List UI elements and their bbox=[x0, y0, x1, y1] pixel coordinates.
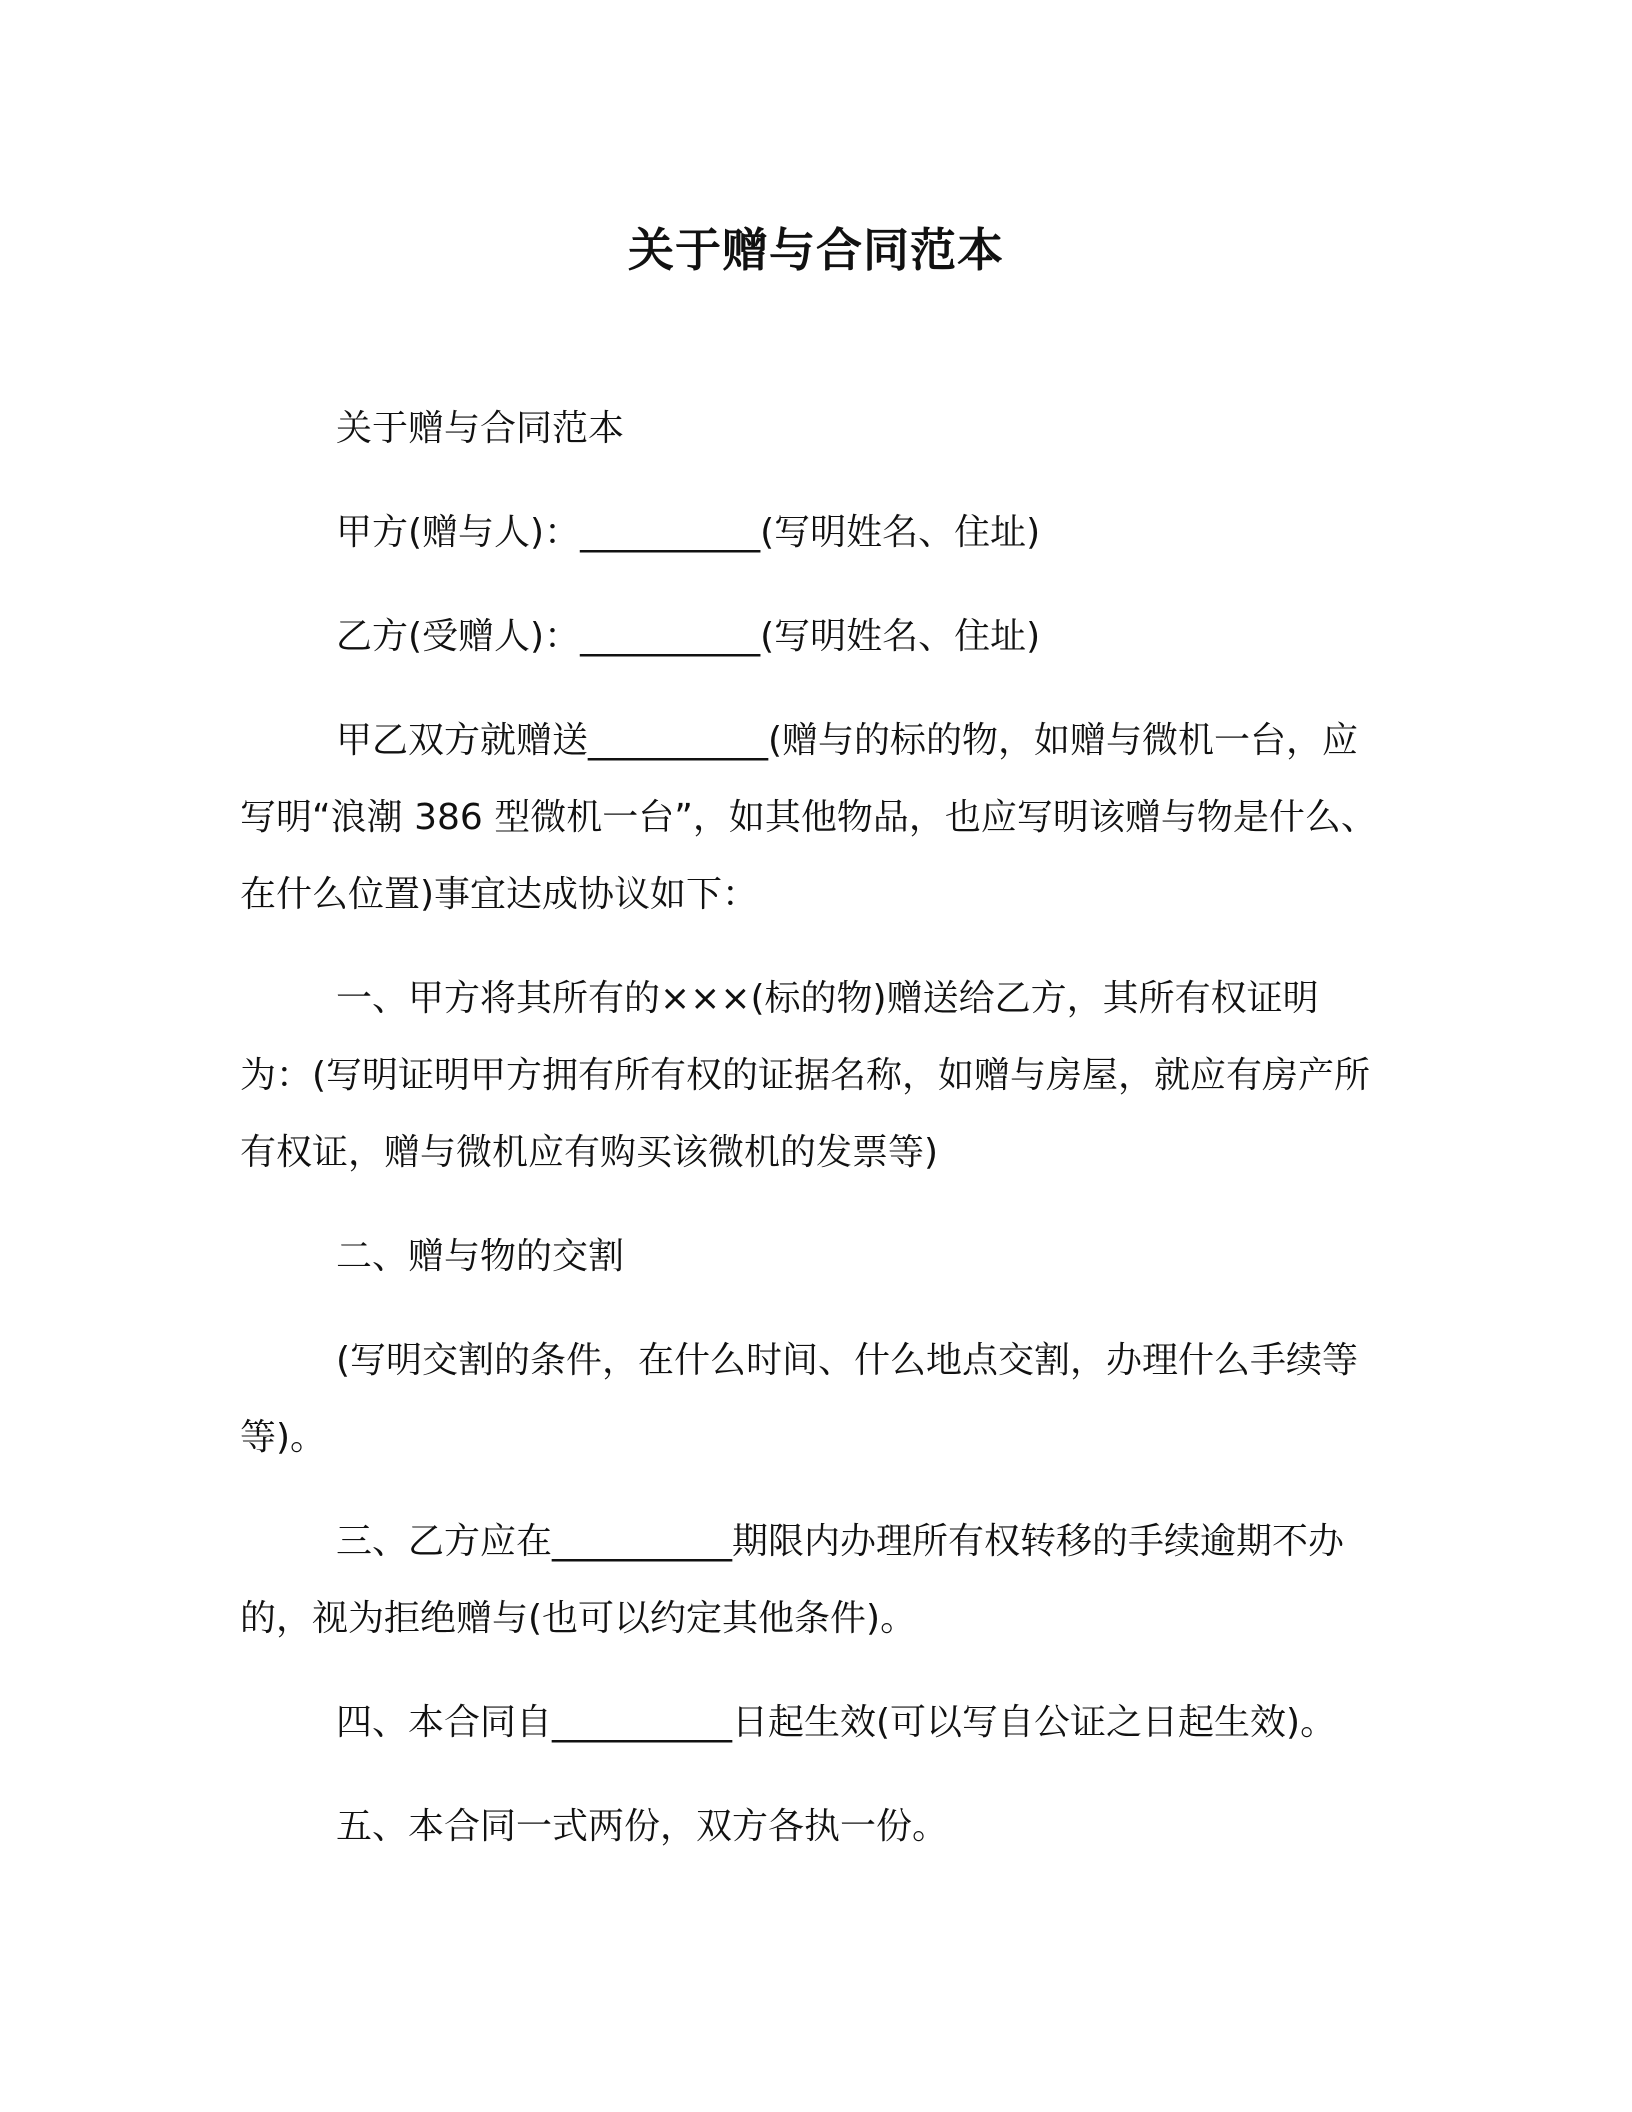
party-b-paragraph: 乙方(受赠人)：__________(写明姓名、住址) bbox=[336, 616, 1041, 657]
agreement-intro-paragraph: 甲乙双方就赠送__________(赠与的标的物，如赠与微机一台，应写明“浪潮 386 型微机一台”，如其他物品，也应写明该赠与物是什么、在什么位置)事宜达成协议如下： bbox=[240, 720, 1377, 915]
document-body bbox=[240, 390, 1390, 1892]
clause-4-paragraph: 四、本合同自__________日起生效(可以写自公证之日起生效)。 bbox=[336, 1702, 1337, 1743]
clause-2-paragraph: (写明交割的条件，在什么时间、什么地点交割，办理什么手续等等)。 bbox=[240, 1340, 1359, 1458]
subtitle-paragraph: 关于赠与合同范本 bbox=[336, 408, 625, 449]
party-a-paragraph: 甲方(赠与人)：__________(写明姓名、住址) bbox=[336, 512, 1041, 553]
clause-2-heading: 二、赠与物的交割 bbox=[336, 1236, 625, 1277]
clause-5-paragraph: 五、本合同一式两份，双方各执一份。 bbox=[336, 1806, 949, 1847]
clause-1-paragraph: 一、甲方将其所有的×××(标的物)赠送给乙方，其所有权证明为：(写明证明甲方拥有所有权的证据名称，如赠与房屋，就应有房产所有权证，赠与微机应有购买该微机的发票等) bbox=[240, 978, 1371, 1173]
document-title: 关于赠与合同范本 bbox=[628, 223, 1004, 277]
clause-3-paragraph: 三、乙方应在__________期限内办理所有权转移的手续逾期不办的，视为拒绝赠与(也可以约定其他条件)。 bbox=[240, 1521, 1345, 1639]
